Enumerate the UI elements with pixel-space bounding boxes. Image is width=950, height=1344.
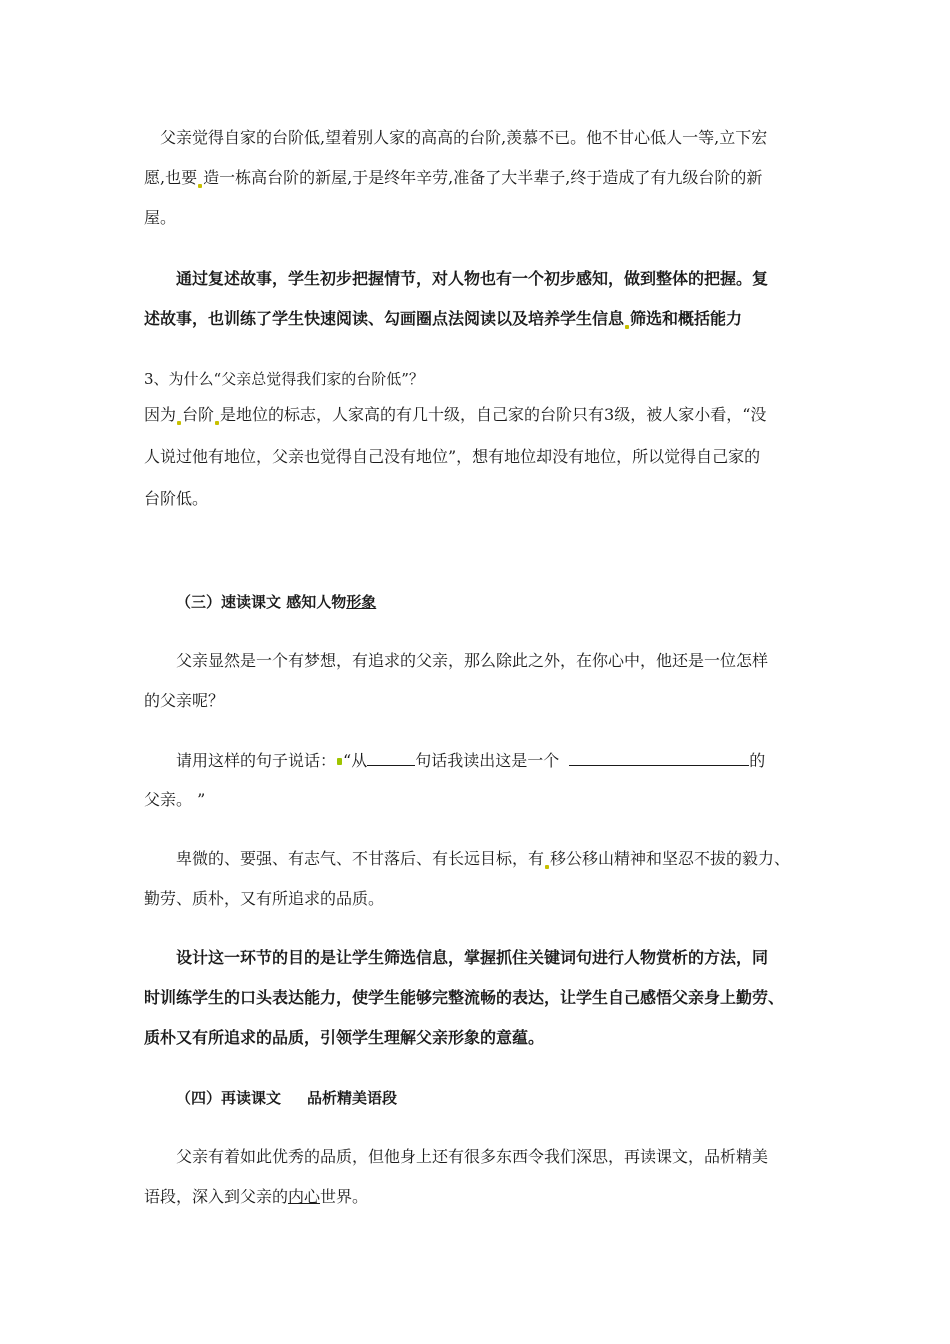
heading-text: （三）速读课文 感知人物 bbox=[176, 593, 347, 611]
paragraph-traits bbox=[144, 848, 814, 909]
section-heading-4 bbox=[144, 1088, 814, 1109]
marker-dot-icon bbox=[545, 865, 549, 869]
heading-underlined-text: 形象 bbox=[346, 593, 377, 611]
note-text: 述故事，也训练了学生快速阅读、勾画圈点法阅读以及培养学生信息 bbox=[144, 309, 625, 328]
note-text: 筛选和概括能力 bbox=[630, 309, 743, 328]
fill-blank-long bbox=[569, 749, 749, 766]
answer-text: 因为 bbox=[144, 405, 177, 424]
heading-text: （四）再读课文 bbox=[176, 1089, 282, 1107]
answer-text: 是地位的标志，人家高的有几十级，自己家的台阶只有3级，被人家小看，“没 bbox=[220, 405, 767, 424]
paragraph-text: 造一栋高台阶的新屋,于是终年辛劳,准备了大半辈子,终于造成了有九级台阶的新 bbox=[203, 168, 763, 187]
heading-text: 品析精美语段 bbox=[307, 1089, 398, 1107]
sentence-prompt bbox=[144, 749, 814, 810]
paragraph-line: 父亲显然是一个有梦想，有追求的父亲，那么除此之外，在你心中，他还是一位怎样 bbox=[176, 651, 769, 670]
note-line: 设计这一环节的目的是让学生筛选信息，掌握抓住关键词句进行人物赏析的方法，同 bbox=[176, 948, 769, 967]
section-heading-3 bbox=[144, 592, 814, 613]
underlined-text: 内心 bbox=[288, 1187, 321, 1206]
prompt-text: 句话我读出这是一个 bbox=[415, 751, 560, 770]
note-line: 通过复述故事，学生初步把握情节，对人物也有一个初步感知，做到整体的把握。复 bbox=[176, 269, 769, 288]
prompt-text: 的 bbox=[749, 751, 766, 770]
heading-line bbox=[144, 592, 814, 613]
paragraph-line: 屋。 bbox=[144, 208, 177, 227]
note-line bbox=[144, 308, 814, 329]
paragraph-line: 父亲觉得自家的台阶低,望着别人家的高高的台阶,羡慕不已。他不甘心低人一等,立下宏 bbox=[160, 128, 768, 147]
prompt-text: “从 bbox=[343, 751, 368, 770]
note-line: 质朴又有所追求的品质，引领学生理解父亲形象的意蕴。 bbox=[144, 1028, 545, 1047]
paragraph-line bbox=[144, 167, 814, 188]
paragraph-line: 勤劳、质朴，又有所追求的品质。 bbox=[144, 889, 385, 908]
fill-blank-short bbox=[367, 749, 415, 766]
design-note-2 bbox=[144, 947, 814, 1048]
marker-dot-icon bbox=[625, 325, 629, 329]
marker-dot-icon bbox=[215, 421, 219, 425]
marker-dot-icon bbox=[198, 184, 202, 188]
marker-dot-icon bbox=[337, 758, 342, 765]
paragraph-text: 世界。 bbox=[320, 1187, 369, 1206]
paragraph-text: 愿,也要 bbox=[144, 168, 198, 187]
paragraph-text: 卑微的、要强、有志气、不甘落后、有长远目标，有 bbox=[176, 849, 545, 868]
answer-text: 台阶 bbox=[182, 405, 215, 424]
design-note-1 bbox=[144, 268, 814, 329]
paragraph-story bbox=[144, 127, 814, 228]
paragraph-inner-world bbox=[144, 1146, 814, 1207]
marker-dot-icon bbox=[177, 421, 181, 425]
paragraph-line: 父亲有着如此优秀的品质，但他身上还有很多东西令我们深思，再读课文，品析精美 bbox=[176, 1147, 769, 1166]
answer-line: 台阶低。 bbox=[144, 489, 209, 508]
paragraph-line bbox=[144, 1186, 814, 1207]
heading-line bbox=[144, 1088, 814, 1109]
answer-line: 人说过他有地位，父亲也觉得自己没有地位”，想有地位却没有地位，所以觉得自己家的 bbox=[144, 447, 761, 466]
paragraph-text: 语段，深入到父亲的 bbox=[144, 1187, 289, 1206]
note-line: 时训练学生的口头表达能力，使学生能够完整流畅的表达，让学生自己感悟父亲身上勤劳、 bbox=[144, 988, 785, 1007]
paragraph-text: 移公移山精神和坚忍不拔的毅力、 bbox=[550, 849, 791, 868]
prompt-line: 父亲。 ” bbox=[144, 790, 206, 809]
answer-line bbox=[144, 404, 814, 425]
paragraph-question bbox=[144, 650, 814, 711]
question-3 bbox=[144, 369, 814, 509]
paragraph-line: 的父亲呢？ bbox=[144, 691, 225, 710]
paragraph-line bbox=[144, 848, 814, 869]
prompt-text: 请用这样的句子说话： bbox=[176, 751, 337, 770]
question-text: 3、为什么“父亲总觉得我们家的台阶低”？ bbox=[144, 370, 424, 388]
prompt-line bbox=[144, 749, 814, 770]
